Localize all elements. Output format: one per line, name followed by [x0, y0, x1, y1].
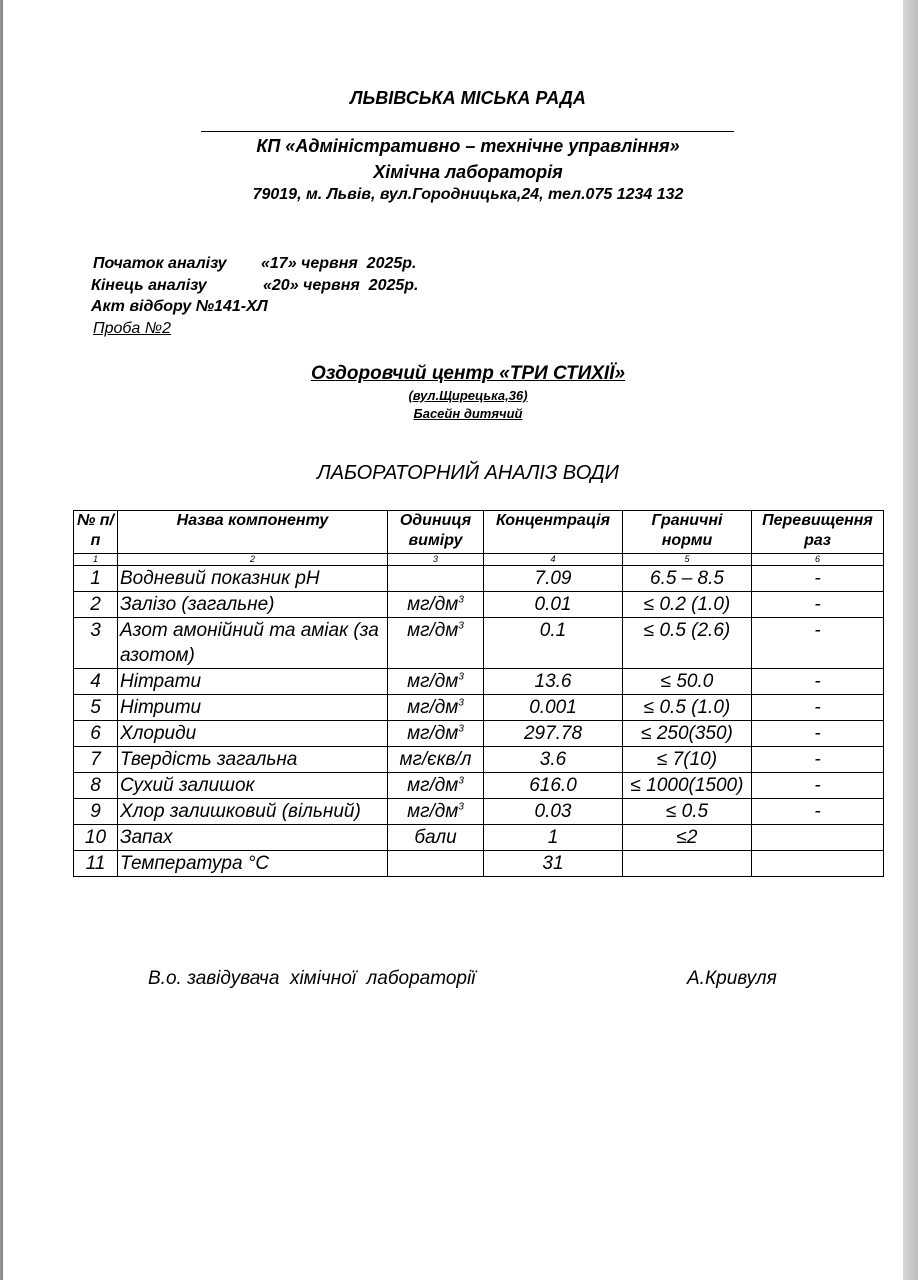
excess-value: [752, 592, 884, 618]
excess-value-text: -: [814, 671, 821, 692]
excess-value: [752, 618, 884, 669]
enterprise-name: КП «Адміністративно – технічне управління»: [256, 136, 680, 156]
component-name: [118, 566, 388, 592]
unit-of-measure-text: мг/дм: [407, 594, 459, 615]
row-number: [74, 669, 118, 695]
unit-of-measure: [388, 825, 484, 851]
excess-value: [752, 851, 884, 877]
col-index: 2: [118, 554, 388, 566]
unit-of-measure-text: мг/дм: [407, 671, 459, 692]
client-street: (вул.Щирецька,36): [408, 388, 528, 403]
client-name: Оздоровчий центр «ТРИ СТИХІЇ»: [310, 363, 626, 384]
report-title: ЛАБОРАТОРНИЙ АНАЛІЗ ВОДИ: [317, 462, 619, 484]
table-row: [74, 721, 884, 747]
row-number-text: 8: [90, 775, 101, 796]
excess-value-text: -: [814, 801, 821, 822]
row-number: [74, 851, 118, 877]
concentration-value-text: 31: [542, 853, 564, 874]
concentration-value: [484, 799, 623, 825]
limit-norm-text: ≤ 250(350): [641, 723, 733, 744]
council-name: ЛЬВІВСЬКА МІСЬКА РАДА: [350, 88, 586, 108]
component-name: [118, 669, 388, 695]
component-name: [118, 825, 388, 851]
limit-norm: [623, 618, 752, 669]
client-object: Басейн дитячий: [413, 406, 523, 421]
concentration-value: [484, 825, 623, 851]
component-name-text: Хлориди: [120, 723, 197, 744]
lab-name: Хімічна лабораторія: [373, 162, 563, 182]
unit-of-measure: [388, 773, 484, 799]
row-number-text: 6: [90, 723, 101, 744]
table-row: [74, 618, 884, 669]
concentration-value-text: 616.0: [529, 775, 577, 796]
table-row: [74, 747, 884, 773]
unit-of-measure: [388, 592, 484, 618]
limit-norm: [623, 592, 752, 618]
excess-value: [752, 773, 884, 799]
col-header-concentration: Концентрація: [484, 511, 623, 554]
excess-value: [752, 721, 884, 747]
unit-of-measure-text: мг/дм: [407, 723, 459, 744]
concentration-value: [484, 747, 623, 773]
unit-of-measure: [388, 799, 484, 825]
concentration-value: [484, 618, 623, 669]
table-row: [74, 825, 884, 851]
limit-norm: [623, 566, 752, 592]
component-name: [118, 799, 388, 825]
table-row: [74, 773, 884, 799]
concentration-value-text: 1: [547, 827, 559, 848]
concentration-value: [484, 695, 623, 721]
concentration-value: [484, 773, 623, 799]
lab-address: 79019, м. Львів, вул.Городницька,24, тел.075 1234 132: [252, 186, 684, 203]
excess-value-text: -: [814, 775, 821, 796]
row-number-text: 2: [90, 594, 101, 615]
limit-norm: [623, 695, 752, 721]
unit-exponent: 3: [458, 620, 464, 632]
unit-of-measure-text: мг/дм: [407, 620, 459, 641]
limit-norm-text: ≤ 0.2 (1.0): [643, 594, 731, 615]
row-number-text: 3: [90, 620, 101, 641]
limit-norm-text: 6.5 – 8.5: [650, 568, 724, 589]
component-name-text: Залізо (загальне): [120, 594, 275, 615]
table-row: [74, 566, 884, 592]
row-number: [74, 592, 118, 618]
component-name: [118, 851, 388, 877]
analysis-start-date: «17» червня 2025р.: [261, 255, 417, 272]
row-number-text: 1: [90, 568, 101, 589]
sampling-act: Акт відбору №141-ХЛ: [91, 298, 268, 315]
limit-norm-text: ≤ 7(10): [656, 749, 718, 770]
limit-norm-text: ≤ 0.5: [665, 801, 709, 822]
table-row: [74, 799, 884, 825]
unit-of-measure-text: бали: [414, 827, 457, 848]
header-divider: [201, 131, 734, 132]
limit-norm: [623, 669, 752, 695]
component-name-text: Сухий залишок: [120, 775, 255, 796]
concentration-value-text: 297.78: [523, 723, 583, 744]
signature-name: А.Кривуля: [687, 968, 777, 989]
concentration-value-text: 0.03: [534, 801, 572, 822]
component-name: [118, 721, 388, 747]
row-number-text: 7: [90, 749, 101, 770]
limit-norm: [623, 799, 752, 825]
concentration-value: [484, 721, 623, 747]
row-number: [74, 721, 118, 747]
excess-value-text: -: [814, 697, 821, 718]
limit-norm-text: ≤2: [676, 827, 698, 848]
limit-norm-text: ≤ 50.0: [660, 671, 714, 692]
col-index: 3: [388, 554, 484, 566]
col-header-unit: Одиниця виміру: [388, 511, 484, 554]
limit-norm-text: ≤ 1000(1500): [630, 775, 744, 796]
concentration-value-text: 0.1: [539, 620, 567, 641]
row-number: [74, 695, 118, 721]
unit-of-measure: [388, 618, 484, 669]
excess-value-text: -: [814, 568, 821, 589]
excess-value: [752, 747, 884, 773]
limit-norm: [623, 721, 752, 747]
unit-exponent: 3: [458, 697, 464, 709]
component-name: [118, 773, 388, 799]
analysis-table: [73, 510, 884, 877]
unit-of-measure-text: мг/дм: [407, 775, 459, 796]
excess-value-text: -: [814, 723, 821, 744]
unit-of-measure-text: мг/дм: [407, 697, 459, 718]
component-name: [118, 695, 388, 721]
concentration-value-text: 7.09: [534, 568, 572, 589]
col-header-norms: Граничні норми: [623, 511, 752, 554]
component-name-text: Нітрити: [120, 697, 202, 718]
row-number: [74, 566, 118, 592]
excess-value: [752, 566, 884, 592]
signature-position: В.о. завідувача хімічної лабораторії: [148, 968, 476, 989]
unit-of-measure-text: мг/єкв/л: [399, 749, 472, 770]
unit-of-measure-text: мг/дм: [407, 801, 459, 822]
row-number: [74, 773, 118, 799]
excess-value: [752, 799, 884, 825]
limit-norm: [623, 851, 752, 877]
row-number: [74, 618, 118, 669]
limit-norm: [623, 773, 752, 799]
row-number: [74, 825, 118, 851]
col-index: 4: [484, 554, 623, 566]
probe-number: Проба №2: [93, 320, 171, 337]
col-header-excess: Перевищення раз: [752, 511, 884, 554]
col-index: 6: [752, 554, 884, 566]
row-number: [74, 799, 118, 825]
excess-value: [752, 825, 884, 851]
unit-of-measure: [388, 851, 484, 877]
limit-norm-text: ≤ 0.5 (1.0): [643, 697, 731, 718]
component-name-text: Хлор залишковий (вільний): [120, 801, 361, 822]
component-name: [118, 618, 388, 669]
component-name: [118, 592, 388, 618]
unit-of-measure: [388, 566, 484, 592]
table-row: [74, 695, 884, 721]
component-name-text: Водневий показник рН: [120, 568, 320, 589]
component-name-text: Азот амонійний та аміак (за азотом): [120, 620, 379, 666]
excess-value: [752, 669, 884, 695]
analysis-end-date: «20» червня 2025р.: [263, 277, 419, 294]
component-name-text: Температура °С: [120, 853, 270, 874]
row-number: [74, 747, 118, 773]
unit-exponent: 3: [458, 801, 464, 813]
unit-of-measure: [388, 669, 484, 695]
concentration-value-text: 3.6: [539, 749, 567, 770]
row-number-text: 10: [84, 827, 107, 848]
table-row: [74, 851, 884, 877]
col-header-number: № п/п: [74, 511, 118, 554]
concentration-value-text: 0.01: [534, 594, 572, 615]
concentration-value: [484, 851, 623, 877]
excess-value-text: -: [814, 594, 821, 615]
analysis-end-label: Кінець аналізу: [91, 277, 207, 294]
table-row: [74, 592, 884, 618]
excess-value: [752, 695, 884, 721]
page-edge: [903, 0, 918, 1280]
unit-exponent: 3: [458, 671, 464, 683]
concentration-value-text: 13.6: [534, 671, 572, 692]
concentration-value: [484, 669, 623, 695]
unit-of-measure: [388, 747, 484, 773]
unit-of-measure: [388, 695, 484, 721]
unit-exponent: 3: [458, 775, 464, 787]
excess-value-text: -: [814, 749, 821, 770]
row-number-text: 5: [90, 697, 101, 718]
unit-exponent: 3: [458, 594, 464, 606]
col-header-component: Назва компоненту: [118, 511, 388, 554]
row-number-text: 4: [90, 671, 101, 692]
limit-norm: [623, 825, 752, 851]
concentration-value-text: 0.001: [529, 697, 577, 718]
limit-norm-text: ≤ 0.5 (2.6): [643, 620, 731, 641]
row-number-text: 9: [90, 801, 101, 822]
unit-of-measure: [388, 721, 484, 747]
component-name-text: Запах: [120, 827, 173, 848]
col-index: 5: [623, 554, 752, 566]
component-name: [118, 747, 388, 773]
unit-exponent: 3: [458, 723, 464, 735]
concentration-value: [484, 566, 623, 592]
component-name-text: Нітрати: [120, 671, 202, 692]
document-page: [3, 0, 909, 1280]
concentration-value: [484, 592, 623, 618]
excess-value-text: -: [814, 620, 821, 641]
column-index-row: [74, 554, 884, 566]
limit-norm: [623, 747, 752, 773]
analysis-start-label: Початок аналізу: [93, 255, 227, 272]
row-number-text: 11: [85, 853, 106, 874]
table-row: [74, 669, 884, 695]
component-name-text: Твердість загальна: [120, 749, 298, 770]
col-index: 1: [74, 554, 118, 566]
table-header-row: [74, 511, 884, 554]
